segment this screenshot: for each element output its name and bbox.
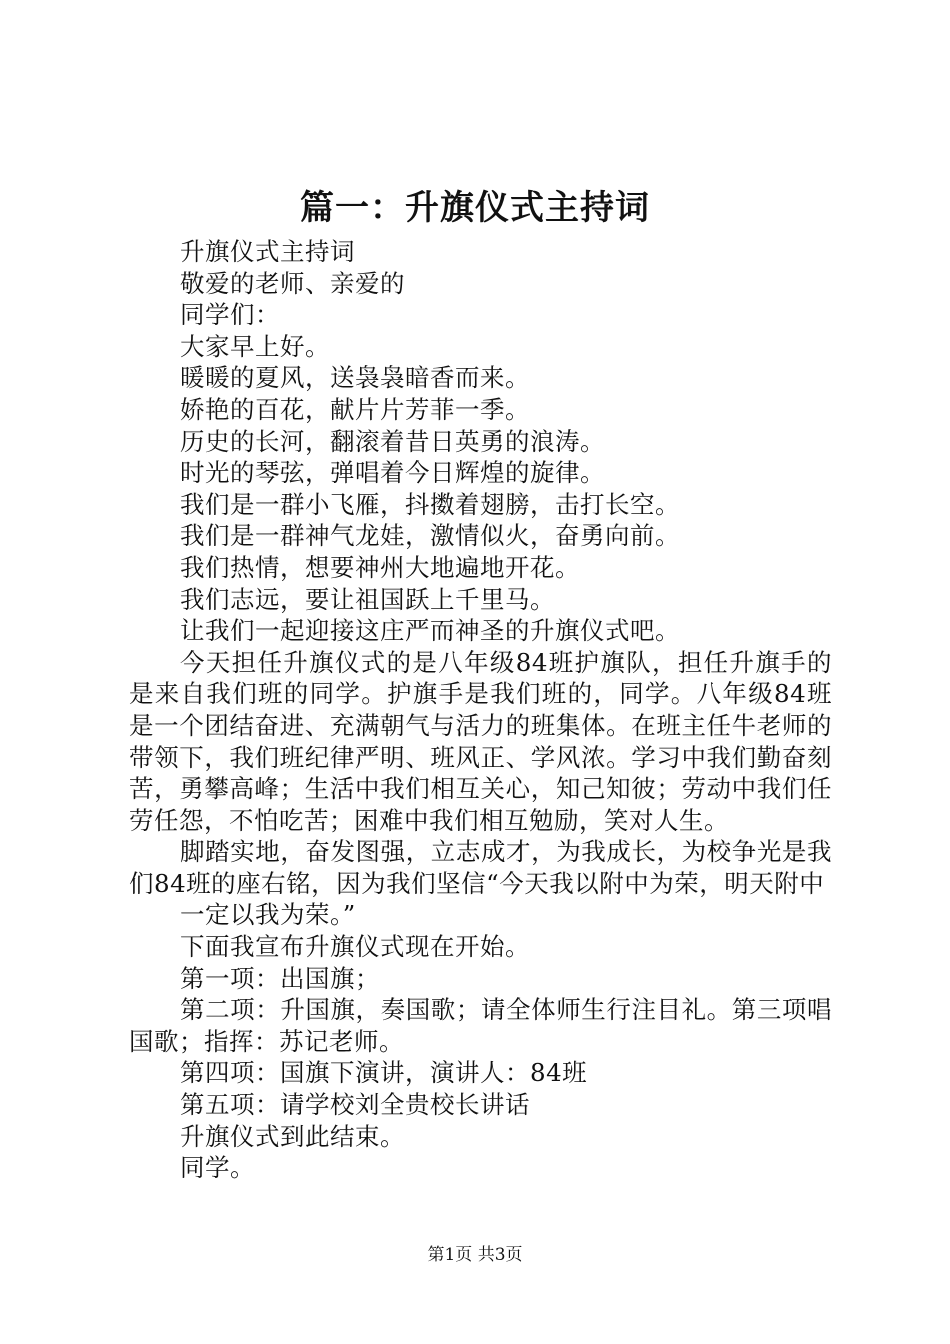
document-body bbox=[129, 236, 832, 1184]
text-line: 暖暖的夏风，送袅袅暗香而来。 bbox=[180, 363, 530, 393]
text-line: 一定以我为荣。” bbox=[180, 900, 356, 930]
text-line: 第五项：请学校刘全贵校长讲话 bbox=[180, 1090, 530, 1120]
text-line: 我们热情，想要神州大地遍地开花。 bbox=[180, 552, 580, 582]
paragraph-motto: 脚踏实地，奋发图强，立志成才，为我成长，为校争光是我们84班的座右铭，因为我们坚信“今天我以附中为荣，明天附中 bbox=[129, 837, 832, 898]
text-line: 同学。 bbox=[180, 1153, 255, 1183]
text-line: 升旗仪式到此结束。 bbox=[180, 1121, 405, 1151]
text-line: 娇艳的百花，献片片芳菲一季。 bbox=[180, 394, 530, 424]
text-line: 时光的琴弦，弹唱着今日辉煌的旋律。 bbox=[180, 458, 605, 488]
text-line: 历史的长河，翻滚着昔日英勇的浪涛。 bbox=[180, 426, 605, 456]
paragraph-program-items: 第二项：升国旗，奏国歌；请全体师生行注目礼。第三项唱国歌；指挥：苏记老师。 bbox=[129, 995, 832, 1056]
text-line: 同学们： bbox=[180, 300, 280, 330]
text-line: 我们是一群小飞雁，抖擞着翅膀，击打长空。 bbox=[180, 489, 680, 519]
text-line: 升旗仪式主持词 bbox=[180, 237, 355, 266]
text-line: 第四项：国旗下演讲，演讲人：84班 bbox=[180, 1058, 588, 1088]
text-line: 让我们一起迎接这庄严而神圣的升旗仪式吧。 bbox=[180, 616, 680, 646]
text-line: 敬爱的老师、亲爱的 bbox=[180, 268, 405, 298]
text-line: 我们志远，要让祖国跃上千里马。 bbox=[180, 584, 555, 614]
document-title: 篇一：升旗仪式主持词 bbox=[300, 188, 650, 228]
text-line: 下面我宣布升旗仪式现在开始。 bbox=[180, 932, 530, 962]
text-line: 我们是一群神气龙娃，激情似火，奋勇向前。 bbox=[180, 521, 680, 551]
paragraph-class-intro: 今天担任升旗仪式的是八年级84班护旗队，担任升旗手的是来自我们班的同学。护旗手是我们班的，同学。八年级84班是一个团结奋进、充满朝气与活力的班集体。在班主任牛老师的带领下，我们班纪律严明、班风正、学风浓。学习中我们勤奋刻苦，勇攀高峰；生活中我们相互关心，知己知彼；劳动中我们任劳任怨，不怕吃苦；困难中我们相互勉励，笑对人生。 bbox=[129, 647, 832, 835]
text-line: 大家早上好。 bbox=[180, 331, 330, 361]
page-number: 第1页 共3页 bbox=[427, 1245, 523, 1265]
text-line: 第一项：出国旗； bbox=[180, 963, 380, 993]
